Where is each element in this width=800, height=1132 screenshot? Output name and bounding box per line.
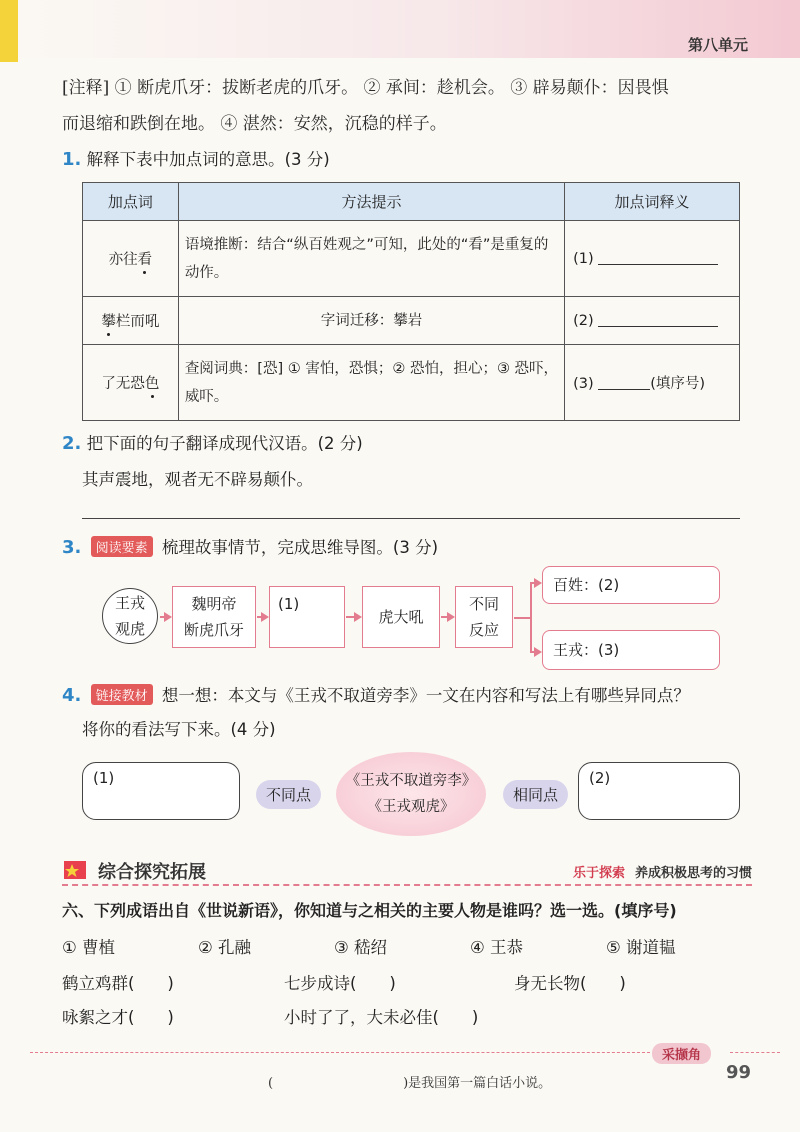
arrow-icon xyxy=(257,616,267,618)
dotted-word: 亦往看 xyxy=(83,221,179,297)
mind-map-step: 虎大吼 xyxy=(362,586,440,648)
difference-label: 不同点 xyxy=(256,780,321,809)
arrow-icon xyxy=(530,651,540,653)
section-tagline: 乐于探索 养成积极思考的习惯 xyxy=(572,866,752,881)
footer-divider xyxy=(30,1052,650,1053)
answer-cell[interactable]: (1) xyxy=(565,221,740,297)
arrow-icon xyxy=(441,616,453,618)
option: ③ 嵇绍 xyxy=(334,938,388,957)
unit-title: 第八单元 xyxy=(687,36,748,54)
question-4 xyxy=(62,682,690,706)
table-row xyxy=(83,221,740,297)
two-texts-oval: 《王戎不取道旁李》 《王戎观虎》 xyxy=(336,752,486,836)
mind-map-step: 不同 反应 xyxy=(455,586,513,648)
idiom-item[interactable]: 七步成诗( ) xyxy=(284,974,396,993)
mind-map-blank-step[interactable]: (1) xyxy=(269,586,345,648)
question-number: 1. xyxy=(62,149,82,170)
annotation-note xyxy=(62,70,752,142)
table-header-row xyxy=(83,183,740,221)
option: ④ 王恭 xyxy=(470,938,524,957)
branch-wang-rong[interactable]: 王戎：(3) xyxy=(542,630,720,670)
question-text-line-2: 将你的看法写下来。(4 分) xyxy=(82,720,276,739)
question-text: 把下面的句子翻译成现代汉语。(2 分) xyxy=(86,434,363,453)
note-line-2: 而退缩和跌倒在地。 ④ 湛然：安然，沉稳的样子。 xyxy=(62,114,447,134)
flag-star-icon xyxy=(62,858,88,882)
column-header: 加点词释义 xyxy=(565,183,740,221)
option: ① 曹植 xyxy=(62,938,116,957)
method-hint: 查阅词典：[恐] ① 害怕，恐惧；② 恐怕，担心；③ 恐吓，威吓。 xyxy=(178,345,564,421)
idiom-item[interactable]: 小时了了，大未必佳( ) xyxy=(284,1008,479,1027)
option: ② 孔融 xyxy=(198,938,252,957)
mind-map-start: 王戎 观虎 xyxy=(102,588,158,644)
method-hint: 字词迁移：攀岩 xyxy=(178,297,564,345)
answer-cell[interactable]: (2) xyxy=(565,297,740,345)
question-number: 2. xyxy=(62,433,82,454)
page-number: 99 xyxy=(726,1062,752,1083)
dotted-word: 攀栏而吼 xyxy=(83,297,179,345)
answer-cell[interactable]: (3) (填序号) xyxy=(565,345,740,421)
question-1 xyxy=(62,146,330,170)
question-number: 3. xyxy=(62,537,82,558)
method-hint: 语境推断：结合“纵百姓观之”可知，此处的“看”是重复的动作。 xyxy=(178,221,564,297)
table-row xyxy=(83,345,740,421)
option: ⑤ 谢道韫 xyxy=(606,938,676,957)
arrow-icon xyxy=(530,582,540,584)
question-number: 4. xyxy=(62,685,82,706)
textbook-link-badge: 链接教材 xyxy=(91,684,153,705)
reading-element-badge: 阅读要素 xyxy=(91,536,153,557)
sentence-to-translate: 其声震地，观者无不辟易颠仆。 xyxy=(82,470,313,489)
idiom-item[interactable]: 鹤立鸡群( ) xyxy=(62,974,174,993)
column-header: 加点词 xyxy=(83,183,179,221)
dotted-word: 了无恐色 xyxy=(83,345,179,421)
arrow-icon xyxy=(346,616,360,618)
question-6: 六、下列成语出自《世说新语》，你知道与之相关的主要人物是谁吗？选一选。(填序号) xyxy=(62,901,677,920)
difference-answer-bubble[interactable]: (1) xyxy=(82,762,240,820)
question-3 xyxy=(62,534,438,558)
header-band xyxy=(0,0,800,58)
question-2 xyxy=(62,430,363,454)
similarity-answer-bubble[interactable]: (2) xyxy=(578,762,740,820)
idiom-item[interactable]: 身无长物( ) xyxy=(514,974,626,993)
section-header xyxy=(62,858,752,886)
corner-tag: 采撷角 xyxy=(652,1043,711,1064)
idiom-item[interactable]: 咏絮之才( ) xyxy=(62,1008,174,1027)
section-title: 综合探究拓展 xyxy=(98,862,206,883)
arrow-icon xyxy=(160,616,170,618)
yellow-edge-strip xyxy=(0,0,18,62)
gloss-table xyxy=(82,182,740,421)
footer-question[interactable]: ( )是我国第一篇白话小说。 xyxy=(268,1076,552,1091)
answer-line[interactable] xyxy=(82,518,740,519)
branch-common-people[interactable]: 百姓：(2) xyxy=(542,566,720,604)
question-text: 想一想：本文与《王戎不取道旁李》一文在内容和写法上有哪些异同点？ xyxy=(161,686,690,705)
mind-map-step: 魏明帝 断虎爪牙 xyxy=(172,586,256,648)
footer-divider xyxy=(730,1052,780,1053)
question-text: 解释下表中加点词的意思。(3 分) xyxy=(86,150,330,169)
table-row xyxy=(83,297,740,345)
question-text: 梳理故事情节，完成思维导图。(3 分) xyxy=(161,538,439,557)
similarity-label: 相同点 xyxy=(503,780,568,809)
column-header: 方法提示 xyxy=(178,183,564,221)
note-line-1: [注释] ① 断虎爪牙：拔断老虎的爪牙。 ② 承间：趁机会。 ③ 辟易颠仆：因畏惧 xyxy=(62,78,669,98)
